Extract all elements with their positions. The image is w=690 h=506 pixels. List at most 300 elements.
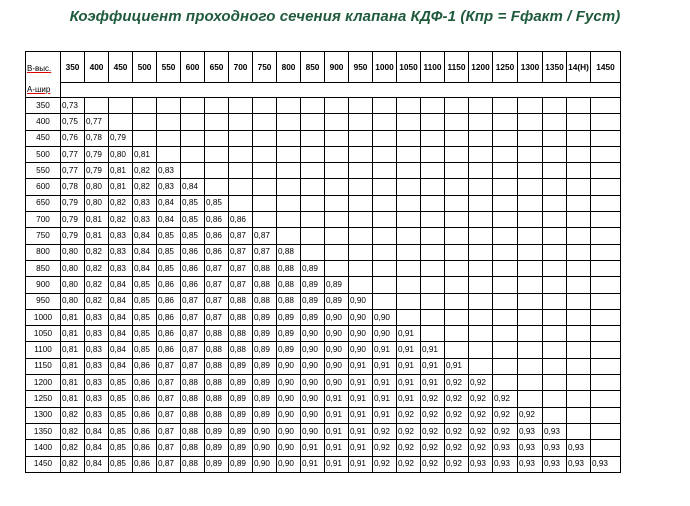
header-spacer-cell [61,83,621,98]
table-cell [493,228,518,244]
table-cell: 0,85 [181,228,205,244]
table-cell: 0,88 [277,293,301,309]
table-cell: 0,91 [421,342,445,358]
table-row [26,212,621,228]
table-cell: 0,87 [253,244,277,260]
table-cell: 0,89 [205,440,229,456]
table-cell [301,244,325,260]
table-cell: 0,87 [181,358,205,374]
table-cell: 0,83 [109,228,133,244]
table-cell [301,163,325,179]
table-cell: 0,90 [301,375,325,391]
table-row [26,293,621,309]
table-cell: 0,84 [85,440,109,456]
table-cell: 0,85 [133,309,157,325]
table-cell [518,358,543,374]
table-cell [349,212,373,228]
table-cell: 0,91 [349,456,373,472]
table-cell: 0,91 [325,407,349,423]
table-cell: 0,78 [85,130,109,146]
row-header: 650 [26,195,61,211]
table-cell: 0,81 [109,163,133,179]
table-cell: 0,81 [61,358,85,374]
table-cell [591,130,621,146]
table-cell [591,342,621,358]
table-cell: 0,86 [133,423,157,439]
table-cell [591,179,621,195]
table-cell [205,114,229,130]
table-cell: 0,78 [61,179,85,195]
table-cell [493,179,518,195]
table-cell [591,98,621,114]
table-cell [277,179,301,195]
table-cell: 0,91 [349,391,373,407]
table-cell: 0,88 [253,277,277,293]
table-cell [445,326,469,342]
table-cell [85,98,109,114]
table-cell [591,228,621,244]
table-cell [421,260,445,276]
table-cell: 0,82 [85,260,109,276]
table-cell: 0,86 [157,309,181,325]
column-header: 1200 [469,52,493,83]
column-header: 400 [85,52,109,83]
table-cell: 0,88 [253,260,277,276]
table-cell [397,293,421,309]
table-cell [301,195,325,211]
table-cell: 0,91 [349,407,373,423]
table-cell: 0,92 [397,440,421,456]
table-cell [397,228,421,244]
table-cell [253,146,277,162]
table-cell: 0,89 [253,326,277,342]
table-cell [493,358,518,374]
table-cell: 0,92 [421,423,445,439]
table-cell [373,228,397,244]
table-cell: 0,90 [277,375,301,391]
table-cell: 0,89 [229,407,253,423]
table-cell [518,391,543,407]
table-cell: 0,87 [157,358,181,374]
table-cell [493,195,518,211]
table-cell [591,146,621,162]
table-cell: 0,89 [253,391,277,407]
table-cell: 0,83 [109,260,133,276]
table-cell: 0,92 [373,440,397,456]
row-header: 500 [26,146,61,162]
table-cell: 0,87 [205,260,229,276]
table-cell [518,244,543,260]
table-cell: 0,92 [397,456,421,472]
table-cell: 0,91 [373,358,397,374]
table-cell: 0,92 [373,456,397,472]
table-cell [373,146,397,162]
table-cell [397,114,421,130]
table-cell [567,98,591,114]
table-cell: 0,92 [493,391,518,407]
row-header: 600 [26,179,61,195]
table-cell: 0,87 [181,293,205,309]
table-cell [518,260,543,276]
table-cell: 0,89 [301,309,325,325]
table-cell [349,98,373,114]
table-cell: 0,90 [349,309,373,325]
table-cell [567,391,591,407]
table-cell [253,195,277,211]
table-cell: 0,81 [61,391,85,407]
row-header: 1200 [26,375,61,391]
table-cell: 0,86 [205,212,229,228]
table-cell [445,260,469,276]
table-cell: 0,91 [445,358,469,374]
table-cell [421,163,445,179]
table-cell [445,342,469,358]
table-cell [301,130,325,146]
table-cell: 0,87 [157,375,181,391]
table-cell: 0,83 [133,212,157,228]
table-cell: 0,87 [157,456,181,472]
table-cell: 0,92 [469,423,493,439]
table-cell [469,179,493,195]
table-cell [421,244,445,260]
table-cell: 0,83 [157,179,181,195]
row-header: 550 [26,163,61,179]
table-cell: 0,87 [157,440,181,456]
table-cell [567,228,591,244]
table-cell [397,130,421,146]
table-cell: 0,80 [61,293,85,309]
table-cell [469,130,493,146]
table-cell: 0,87 [181,342,205,358]
table-cell: 0,90 [301,391,325,407]
table-cell [543,391,567,407]
table-cell: 0,84 [133,228,157,244]
table-cell [567,212,591,228]
table-cell: 0,89 [253,309,277,325]
table-cell: 0,88 [229,293,253,309]
table-cell [493,98,518,114]
table-cell: 0,82 [109,212,133,228]
table-cell: 0,86 [133,456,157,472]
table-cell: 0,80 [61,244,85,260]
column-header: 1250 [493,52,518,83]
column-header: 850 [301,52,325,83]
table-cell: 0,91 [349,375,373,391]
table-cell: 0,79 [61,228,85,244]
table-cell: 0,89 [325,277,349,293]
table-cell [543,260,567,276]
column-header: 700 [229,52,253,83]
table-cell [421,146,445,162]
table-cell: 0,84 [157,195,181,211]
table-cell [397,212,421,228]
table-cell: 0,91 [397,342,421,358]
column-header: 750 [253,52,277,83]
table-cell [421,309,445,325]
table-cell: 0,81 [85,212,109,228]
header-sub-row [26,83,621,98]
table-cell: 0,91 [325,391,349,407]
table-cell [205,130,229,146]
table-cell [181,163,205,179]
table-cell [469,293,493,309]
table-cell: 0,87 [253,228,277,244]
table-cell: 0,82 [85,244,109,260]
table-cell: 0,80 [61,260,85,276]
table-cell [591,326,621,342]
height-axis-label: В-выс. [27,64,52,73]
table-cell [325,212,349,228]
table-cell [518,179,543,195]
table-cell: 0,90 [277,358,301,374]
column-header: 650 [205,52,229,83]
table-cell: 0,86 [229,212,253,228]
table-cell [567,179,591,195]
table-cell [469,358,493,374]
table-cell [277,98,301,114]
table-cell: 0,80 [109,146,133,162]
row-header: 1250 [26,391,61,407]
table-cell: 0,80 [85,195,109,211]
row-header: 950 [26,293,61,309]
table-cell [421,212,445,228]
table-cell [205,163,229,179]
table-cell [325,98,349,114]
row-header: 1150 [26,358,61,374]
column-header: 1150 [445,52,469,83]
table-cell: 0,84 [85,423,109,439]
table-cell: 0,91 [325,456,349,472]
table-cell [591,163,621,179]
table-cell: 0,89 [301,260,325,276]
table-cell [493,309,518,325]
table-cell [591,440,621,456]
table-cell [493,277,518,293]
table-cell [591,358,621,374]
table-cell [349,277,373,293]
table-cell [373,98,397,114]
table-cell: 0,81 [133,146,157,162]
table-cell [469,260,493,276]
table-cell: 0,84 [133,260,157,276]
table-cell: 0,84 [85,456,109,472]
table-cell: 0,92 [397,423,421,439]
table-cell: 0,82 [109,195,133,211]
table-cell: 0,81 [61,342,85,358]
table-cell [397,146,421,162]
table-cell [518,228,543,244]
table-cell [493,326,518,342]
header-row [26,52,621,83]
table-cell: 0,93 [591,456,621,472]
table-cell [325,244,349,260]
row-header: 900 [26,277,61,293]
table-cell [301,179,325,195]
table-cell [493,260,518,276]
table-cell [445,146,469,162]
table-cell: 0,90 [325,342,349,358]
table-row [26,244,621,260]
row-header: 1450 [26,456,61,472]
table-cell: 0,86 [157,293,181,309]
table-cell [543,407,567,423]
table-cell [445,309,469,325]
table-cell [469,309,493,325]
table-cell [301,114,325,130]
table-cell: 0,90 [325,358,349,374]
table-cell [253,114,277,130]
table-cell: 0,92 [421,407,445,423]
table-cell [325,179,349,195]
table-cell [205,179,229,195]
table-cell: 0,87 [229,244,253,260]
table-cell [181,146,205,162]
table-cell: 0,93 [469,456,493,472]
table-cell: 0,91 [373,407,397,423]
table-cell: 0,82 [133,179,157,195]
table-cell [469,342,493,358]
table-cell: 0,92 [397,407,421,423]
table-cell: 0,90 [301,342,325,358]
table-cell: 0,89 [205,423,229,439]
table-cell [157,146,181,162]
table-cell [591,309,621,325]
row-header: 700 [26,212,61,228]
table-cell [591,375,621,391]
column-header: 900 [325,52,349,83]
table-cell: 0,91 [301,440,325,456]
row-header: 750 [26,228,61,244]
table-cell [445,130,469,146]
table-cell: 0,92 [445,407,469,423]
table-cell [518,163,543,179]
table-cell [277,130,301,146]
table-cell: 0,87 [205,293,229,309]
table-cell [373,212,397,228]
table-cell: 0,88 [181,423,205,439]
table-cell: 0,84 [109,277,133,293]
table-row [26,228,621,244]
table-cell [591,114,621,130]
table-cell: 0,92 [421,391,445,407]
table-cell [325,146,349,162]
table-row [26,146,621,162]
column-header: 500 [133,52,157,83]
table-row [26,195,621,211]
row-header: 1050 [26,326,61,342]
table-cell: 0,92 [518,407,543,423]
table-cell: 0,89 [253,342,277,358]
table-cell: 0,83 [85,326,109,342]
table-cell: 0,88 [277,277,301,293]
table-cell: 0,91 [397,358,421,374]
table-cell: 0,93 [493,440,518,456]
table-cell: 0,92 [445,423,469,439]
table-cell [445,244,469,260]
column-header: 1300 [518,52,543,83]
table-cell [421,98,445,114]
table-cell [397,163,421,179]
table-cell [518,130,543,146]
table-cell: 0,79 [85,163,109,179]
table-cell: 0,88 [181,375,205,391]
table-cell [493,114,518,130]
table-cell: 0,88 [277,260,301,276]
table-cell: 0,93 [493,456,518,472]
table-cell [469,195,493,211]
table-cell: 0,92 [469,407,493,423]
table-cell [445,163,469,179]
column-header: 950 [349,52,373,83]
table-cell: 0,88 [205,342,229,358]
table-cell: 0,81 [61,375,85,391]
table-cell [543,163,567,179]
table-cell: 0,85 [109,456,133,472]
column-header: 350 [61,52,85,83]
table-cell [397,244,421,260]
table-row [26,326,621,342]
table-cell: 0,82 [61,456,85,472]
table-cell: 0,85 [157,228,181,244]
table-cell [567,342,591,358]
table-cell [373,195,397,211]
table-cell: 0,86 [205,244,229,260]
table-cell: 0,84 [109,309,133,325]
table-cell: 0,84 [181,179,205,195]
table-cell [253,98,277,114]
table-cell: 0,87 [229,277,253,293]
table-cell: 0,93 [518,423,543,439]
table-cell: 0,90 [349,293,373,309]
table-cell: 0,88 [205,391,229,407]
table-cell: 0,81 [61,326,85,342]
table-cell [421,326,445,342]
table-cell [133,130,157,146]
table-cell: 0,88 [229,309,253,325]
table-cell: 0,73 [61,98,85,114]
table-cell: 0,90 [253,423,277,439]
table-cell: 0,89 [229,375,253,391]
table-cell: 0,90 [277,391,301,407]
table-cell: 0,86 [133,375,157,391]
table-cell [543,114,567,130]
table-cell [543,375,567,391]
table-cell: 0,91 [301,456,325,472]
table-cell: 0,81 [85,228,109,244]
table-cell [543,146,567,162]
table-cell [543,358,567,374]
table-cell [567,423,591,439]
table-cell: 0,93 [567,456,591,472]
table-cell: 0,79 [85,146,109,162]
table-cell: 0,89 [325,293,349,309]
table-cell [277,195,301,211]
table-cell: 0,93 [543,423,567,439]
table-cell [373,260,397,276]
table-cell [591,293,621,309]
table-cell [493,342,518,358]
table-cell [543,179,567,195]
table-cell: 0,85 [133,326,157,342]
table-cell [421,277,445,293]
table-cell: 0,89 [229,391,253,407]
table-cell: 0,91 [349,440,373,456]
table-cell [277,228,301,244]
table-cell: 0,85 [109,440,133,456]
table-cell: 0,83 [85,407,109,423]
table-cell [567,326,591,342]
column-header: 14(Н) [567,52,591,83]
